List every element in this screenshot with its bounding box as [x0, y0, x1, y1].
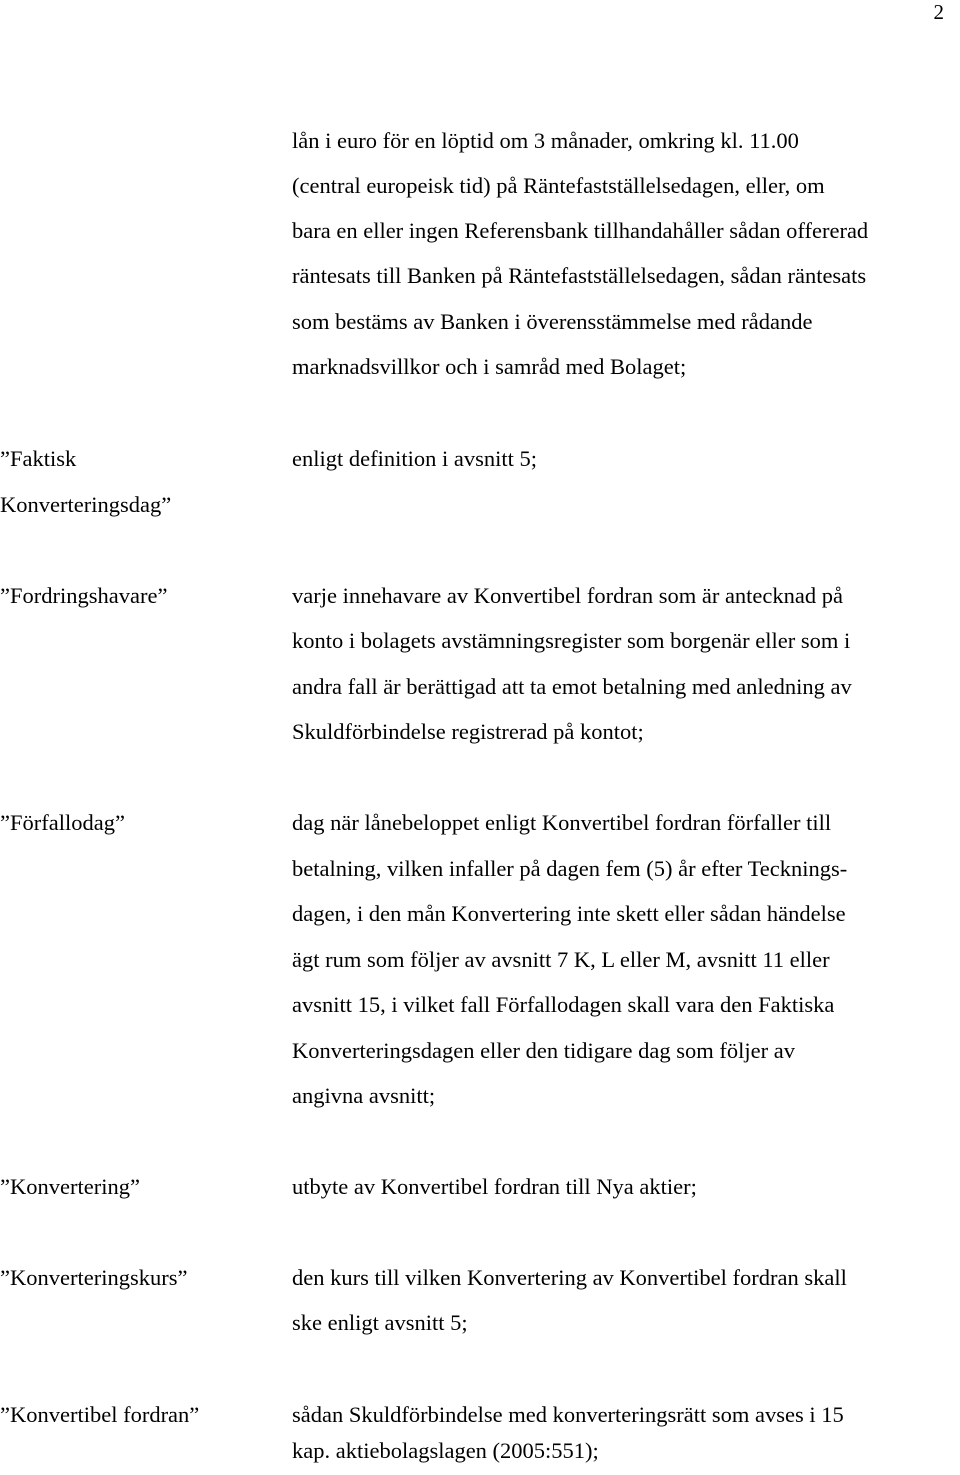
definition-text: den kurs till vilken Konvertering av Konvertibel fordran skall: [292, 1265, 847, 1290]
intro-line: lån i euro för en löptid om 3 månader, omkring kl. 11.00: [292, 128, 799, 153]
definition-text: kap. aktiebolagslagen (2005:551);: [292, 1438, 599, 1463]
intro-line: marknadsvillkor och i samråd med Bolaget;: [292, 354, 687, 379]
intro-line: som bestäms av Banken i överensstämmelse med rådande: [292, 309, 813, 334]
definition-text: dagen, i den mån Konvertering inte skett eller sådan händelse: [292, 901, 846, 926]
definition-term: ”Förfallodag”: [0, 810, 125, 835]
definition-term: ”Konvertibel fordran”: [0, 1402, 200, 1427]
definition-term: ”Faktisk: [0, 446, 77, 471]
definition-text: dag när lånebeloppet enligt Konvertibel fordran förfaller till: [292, 810, 832, 835]
definition-text: enligt definition i avsnitt 5;: [292, 446, 537, 471]
definition-text: ske enligt avsnitt 5;: [292, 1310, 468, 1335]
page-number: 2: [933, 0, 944, 24]
definition-text: Konverteringsdagen eller den tidigare dag som följer av: [292, 1038, 795, 1063]
definition-term: ”Konverteringskurs”: [0, 1265, 188, 1290]
intro-line: (central europeisk tid) på Räntefastställelsedagen, eller, om: [292, 173, 825, 198]
definition-text: angivna avsnitt;: [292, 1083, 436, 1108]
definition-term: ”Fordringshavare”: [0, 583, 168, 608]
definition-text: andra fall är berättigad att ta emot betalning med anledning av: [292, 674, 852, 699]
definition-text: konto i bolagets avstämningsregister som borgenär eller som i: [292, 628, 851, 653]
definition-text: varje innehavare av Konvertibel fordran som är antecknad på: [292, 583, 843, 608]
definition-term: ”Konvertering”: [0, 1174, 140, 1199]
definition-text: betalning, vilken infaller på dagen fem (5) år efter Tecknings-: [292, 856, 848, 881]
definition-text: ägt rum som följer av avsnitt 7 K, L eller M, avsnitt 11 eller: [292, 947, 830, 972]
definition-text: sådan Skuldförbindelse med konverteringsrätt som avses i 15: [292, 1402, 844, 1427]
intro-line: bara en eller ingen Referensbank tillhandahåller sådan offererad: [292, 218, 869, 243]
definition-text: utbyte av Konvertibel fordran till Nya aktier;: [292, 1174, 697, 1199]
definition-text: avsnitt 15, i vilket fall Förfallodagen skall vara den Faktiska: [292, 992, 835, 1017]
intro-line: räntesats till Banken på Räntefastställelsedagen, sådan räntesats: [292, 263, 867, 288]
definition-text: Skuldförbindelse registrerad på kontot;: [292, 719, 644, 744]
definition-term: Konverteringsdag”: [0, 492, 172, 517]
